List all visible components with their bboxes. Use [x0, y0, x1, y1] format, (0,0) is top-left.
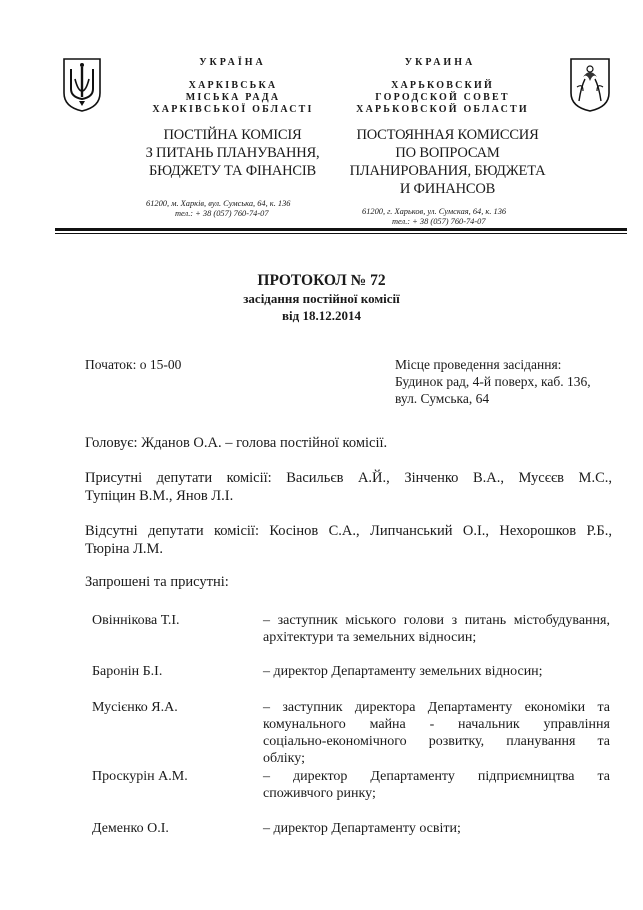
invited-role-line: – заступник директора Департаменту економіки та — [263, 700, 610, 715]
invited-role — [263, 663, 610, 680]
invited-name: Деменко О.І. — [92, 821, 169, 836]
chair-line: Головує: Жданов О.А. – голова постійної комісії. — [85, 435, 388, 451]
right-council — [345, 80, 540, 116]
invited-role-line: обліку; — [263, 751, 305, 766]
left-country: УКРАЇНА — [199, 57, 266, 68]
venue-line: вул. Сумська, 64 — [395, 391, 490, 406]
header-rule-thick — [55, 228, 627, 231]
left-commission — [125, 126, 340, 180]
right-commission-line: ПЛАНИРОВАНИЯ, БЮДЖЕТА — [349, 163, 546, 179]
left-council-line: ХАРКІВСЬКА — [188, 80, 278, 91]
left-council-line: ХАРКІВСЬКОЇ ОБЛАСТІ — [152, 104, 314, 115]
invited-name: Проскурін А.М. — [92, 769, 188, 784]
absent-line: Тюріна Л.М. — [85, 541, 164, 557]
venue — [395, 356, 615, 407]
invited-role-line: – директор Департаменту освіти; — [263, 821, 461, 836]
present-line: Присутні депутати комісії: Васильєв А.Й., Зінченко В.А., Мусєєв М.С., — [85, 470, 612, 486]
invited-role-line: комунального майна - начальник управління — [263, 717, 610, 732]
header-rule-thin — [55, 233, 627, 234]
left-address: 61200, м. Харків, вул. Сумська, 64, к. 136 — [146, 199, 291, 208]
left-commission-line: З ПИТАНЬ ПЛАНУВАННЯ, — [145, 145, 320, 161]
invited-role — [263, 768, 610, 802]
invited-role-line: – директор Департаменту земельних відносин; — [263, 664, 543, 679]
left-commission-line: ПОСТІЙНА КОМІСІЯ — [163, 127, 302, 143]
present-members — [85, 469, 612, 505]
invited-name: Баронін Б.І. — [92, 664, 163, 679]
invited-role — [263, 699, 610, 767]
start-time: Початок: о 15-00 — [85, 357, 182, 372]
right-phone: тел.: + 38 (057) 760-74-07 — [392, 217, 486, 226]
right-commission-line: ПОСТОЯННАЯ КОМИССИЯ — [356, 127, 539, 143]
protocol-date: від 18.12.2014 — [282, 308, 361, 323]
right-commission-line: И ФИНАНСОВ — [399, 181, 496, 197]
invited-name: Овіннікова Т.І. — [92, 613, 180, 628]
left-council — [138, 80, 328, 116]
invited-name: Мусієнко Я.А. — [92, 700, 178, 715]
invited-role-line: – директор Департаменту підприємництва та — [263, 769, 610, 784]
invited-heading: Запрошені та присутні: — [85, 574, 229, 590]
trident-coat-of-arms-icon — [62, 57, 102, 113]
right-council-line: ХАРЬКОВСКОЙ ОБЛАСТИ — [356, 104, 529, 115]
absent-line: Відсутні депутати комісії: Косінов С.А., Липчанський О.І., Нехорошков Р.Б., — [85, 523, 612, 539]
right-country: УКРАИНА — [404, 57, 476, 68]
absent-members — [85, 522, 612, 558]
protocol-subtitle: засідання постійної комісії — [243, 291, 400, 306]
invited-role-line: архітектури та земельних відносин; — [263, 630, 477, 645]
protocol-title: ПРОТОКОЛ № 72 — [257, 272, 386, 289]
right-commission-line: ПО ВОПРОСАМ — [395, 145, 500, 161]
invited-role-line: соціально-економічного розвитку, планування та — [263, 734, 610, 749]
present-line: Тупіцин В.М., Янов Л.І. — [85, 488, 234, 504]
right-commission — [340, 126, 555, 198]
invited-role — [263, 820, 610, 837]
right-council-line: ХАРЬКОВСКИЙ — [391, 80, 494, 91]
left-phone: тел.: + 38 (057) 760-74-07 — [175, 209, 269, 218]
venue-line: Будинок рад, 4-й поверх, каб. 136, — [395, 374, 591, 389]
invited-role — [263, 612, 610, 646]
left-commission-line: БЮДЖЕТУ ТА ФІНАНСІВ — [149, 163, 316, 179]
right-council-line: ГОРОДСКОЙ СОВЕТ — [375, 92, 510, 103]
invited-role-line: – заступник міського голови з питань містобудування, — [263, 613, 610, 628]
venue-line: Місце проведення засідання: — [395, 357, 562, 372]
left-council-line: МІСЬКА РАДА — [185, 92, 281, 103]
kharkiv-coat-of-arms-icon — [569, 57, 611, 113]
invited-role-line: споживчого ринку; — [263, 786, 376, 801]
right-address: 61200, г. Харьков, ул. Сумская, 64, к. 136 — [362, 207, 507, 216]
